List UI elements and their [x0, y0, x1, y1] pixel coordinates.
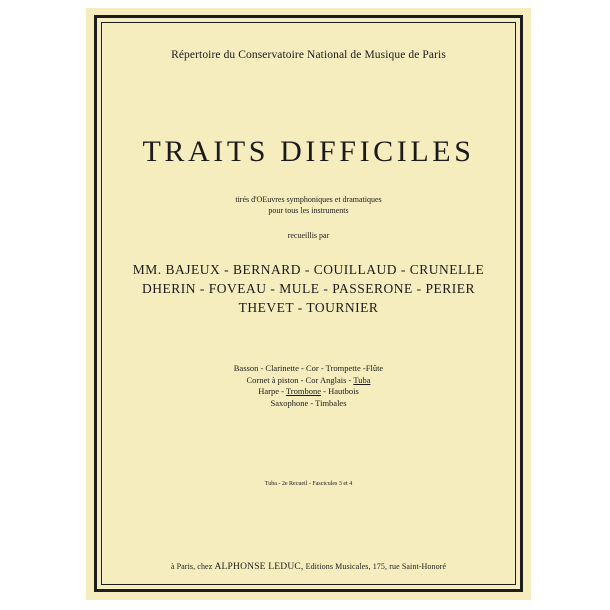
- subtitle-line-1: tirés d'OEuvres symphoniques et dramatiques: [235, 195, 382, 204]
- instruments-line-3-post: - Hautbois: [321, 386, 359, 396]
- subtitle: [86, 194, 531, 216]
- publisher-line: [86, 562, 531, 572]
- subtitle-line-2: pour tous les instruments: [268, 206, 349, 215]
- instruments-line-3: [86, 386, 531, 398]
- contributors-line-3: THEVET - TOURNIER: [238, 300, 379, 315]
- publisher-address: Editions Musicales, 175, rue Saint-Honoré: [303, 562, 447, 571]
- page-title: TRAITS DIFFICILES: [142, 135, 475, 168]
- contributors-line-2: DHERIN - FOVEAU - MULE - PASSERONE - PERIER: [141, 281, 475, 296]
- instruments-line-4: Saxophone - Timbales: [270, 397, 347, 408]
- contributors-list: [86, 260, 531, 317]
- instruments-line-2-text: Cornet à piston - Cor Anglais -: [246, 374, 354, 385]
- repertoire-heading: Répertoire du Conservatoire National de Musique de Paris: [171, 49, 446, 61]
- instrument-tuba-underlined: Tuba: [353, 374, 371, 385]
- score-cover: [86, 8, 531, 600]
- instruments-line-1: Basson - Clarinette - Cor - Trompette -Flûte: [233, 363, 384, 373]
- contributors-line-1: MM. BAJEUX - BERNARD - COUILLAUD - CRUNELLE: [132, 262, 485, 277]
- publisher-prefix: à Paris, chez: [170, 562, 215, 571]
- publisher-name: ALPHONSE LEDUC,: [214, 562, 304, 572]
- instruments-line-2: [86, 375, 531, 387]
- fascicule-label: Tuba - 2e Recueil - Fascicules 3 et 4: [264, 481, 353, 487]
- instrument-trombone-underlined: Trombone: [285, 386, 322, 396]
- recueillis-label: recueillis par: [287, 231, 330, 240]
- instruments-list: [86, 363, 531, 409]
- instruments-line-3-pre: Harpe -: [258, 386, 286, 396]
